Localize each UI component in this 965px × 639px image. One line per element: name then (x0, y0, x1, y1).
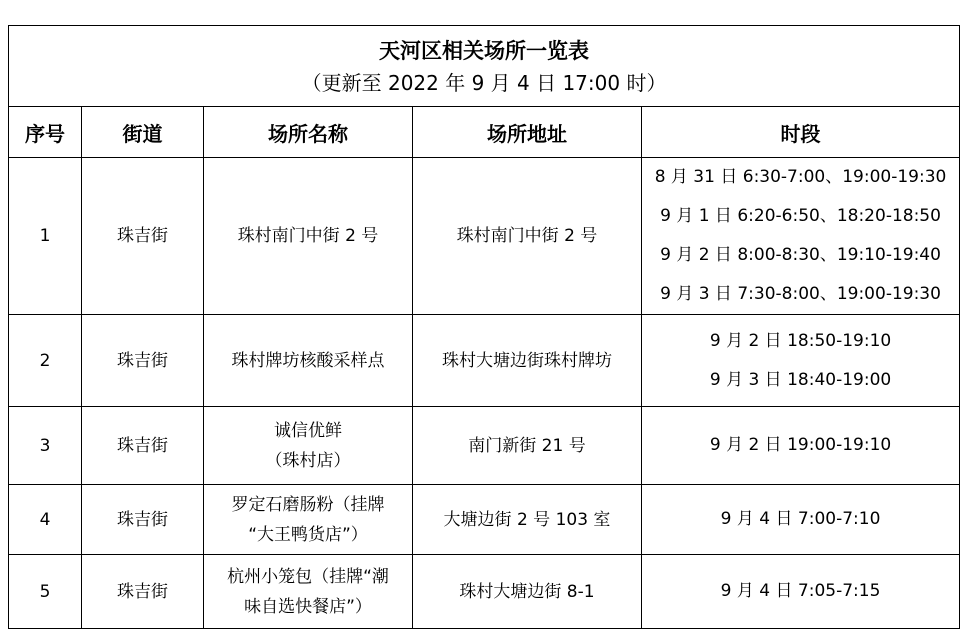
time-period-line: 9 月 3 日 18:40-19:00 (709, 369, 892, 390)
cell-venue-name (204, 555, 413, 629)
cell-time-period (642, 407, 960, 485)
cell-venue-name (204, 407, 413, 485)
time-period-line: 9 月 4 日 7:05-7:15 (720, 581, 881, 601)
table-subtitle: （更新至 2022 年 9 月 4 日 17:00 时） (301, 71, 667, 95)
cell-street: 珠吉街 (82, 485, 204, 555)
cell-street: 珠吉街 (82, 407, 204, 485)
cell-index: 5 (9, 555, 82, 629)
header-street: 街道 (82, 107, 204, 158)
venue-name-line: 珠村南门中街 2 号 (237, 226, 379, 246)
header-index: 序号 (9, 107, 82, 158)
cell-time-period (642, 555, 960, 629)
table-title: 天河区相关场所一览表 (379, 39, 590, 63)
time-period-line: 8 月 31 日 6:30-7:00、19:00-19:30 (654, 167, 947, 187)
header-venue-name: 场所名称 (204, 107, 413, 158)
time-period-line: 9 月 1 日 6:20-6:50、18:20-18:50 (660, 206, 941, 226)
cell-street: 珠吉街 (82, 555, 204, 629)
cell-index: 3 (9, 407, 82, 485)
venue-table (8, 25, 960, 629)
venue-name-line: 罗定石磨肠粉（挂牌 (231, 494, 385, 515)
time-period-line: 9 月 2 日 8:00-8:30、19:10-19:40 (660, 245, 941, 265)
cell-venue-name (204, 485, 413, 555)
cell-venue-name (204, 158, 413, 315)
venue-name-line: 味自选快餐店”） (244, 596, 372, 617)
cell-venue-address: 珠村大塘边街 8-1 (413, 555, 642, 629)
document-sheet (8, 25, 959, 637)
time-period-line: 9 月 2 日 18:50-19:10 (709, 330, 892, 351)
cell-venue-address: 南门新街 21 号 (413, 407, 642, 485)
time-period-line: 9 月 4 日 7:00-7:10 (720, 509, 881, 529)
table-row (9, 158, 960, 315)
cell-venue-name (204, 315, 413, 407)
time-period-line: 9 月 3 日 7:30-8:00、19:00-19:30 (660, 284, 941, 304)
venue-name-line: 杭州小笼包（挂牌“潮 (227, 566, 389, 587)
cell-venue-address: 珠村南门中街 2 号 (413, 158, 642, 315)
cell-street: 珠吉街 (82, 158, 204, 315)
cell-index: 4 (9, 485, 82, 555)
time-period-line: 9 月 2 日 19:00-19:10 (709, 435, 892, 455)
venue-name-line: 诚信优鲜 (274, 420, 342, 441)
venue-name-line: “大王鸭货店”） (248, 524, 368, 545)
venue-name-line: 珠村牌坊核酸采样点 (231, 350, 385, 371)
venue-name-line: （珠村店） (265, 450, 351, 471)
cell-venue-address: 大塘边街 2 号 103 室 (413, 485, 642, 555)
cell-index: 1 (9, 158, 82, 315)
cell-venue-address: 珠村大塘边街珠村牌坊 (413, 315, 642, 407)
cell-street: 珠吉街 (82, 315, 204, 407)
table-row (9, 555, 960, 629)
header-time-period: 时段 (642, 107, 960, 158)
title-cell (9, 26, 960, 107)
cell-time-period (642, 158, 960, 315)
title-row (9, 26, 960, 107)
cell-time-period (642, 315, 960, 407)
table-row (9, 315, 960, 407)
table-row (9, 407, 960, 485)
table-row (9, 485, 960, 555)
cell-time-period (642, 485, 960, 555)
header-row (9, 107, 960, 158)
header-venue-address: 场所地址 (413, 107, 642, 158)
cell-index: 2 (9, 315, 82, 407)
